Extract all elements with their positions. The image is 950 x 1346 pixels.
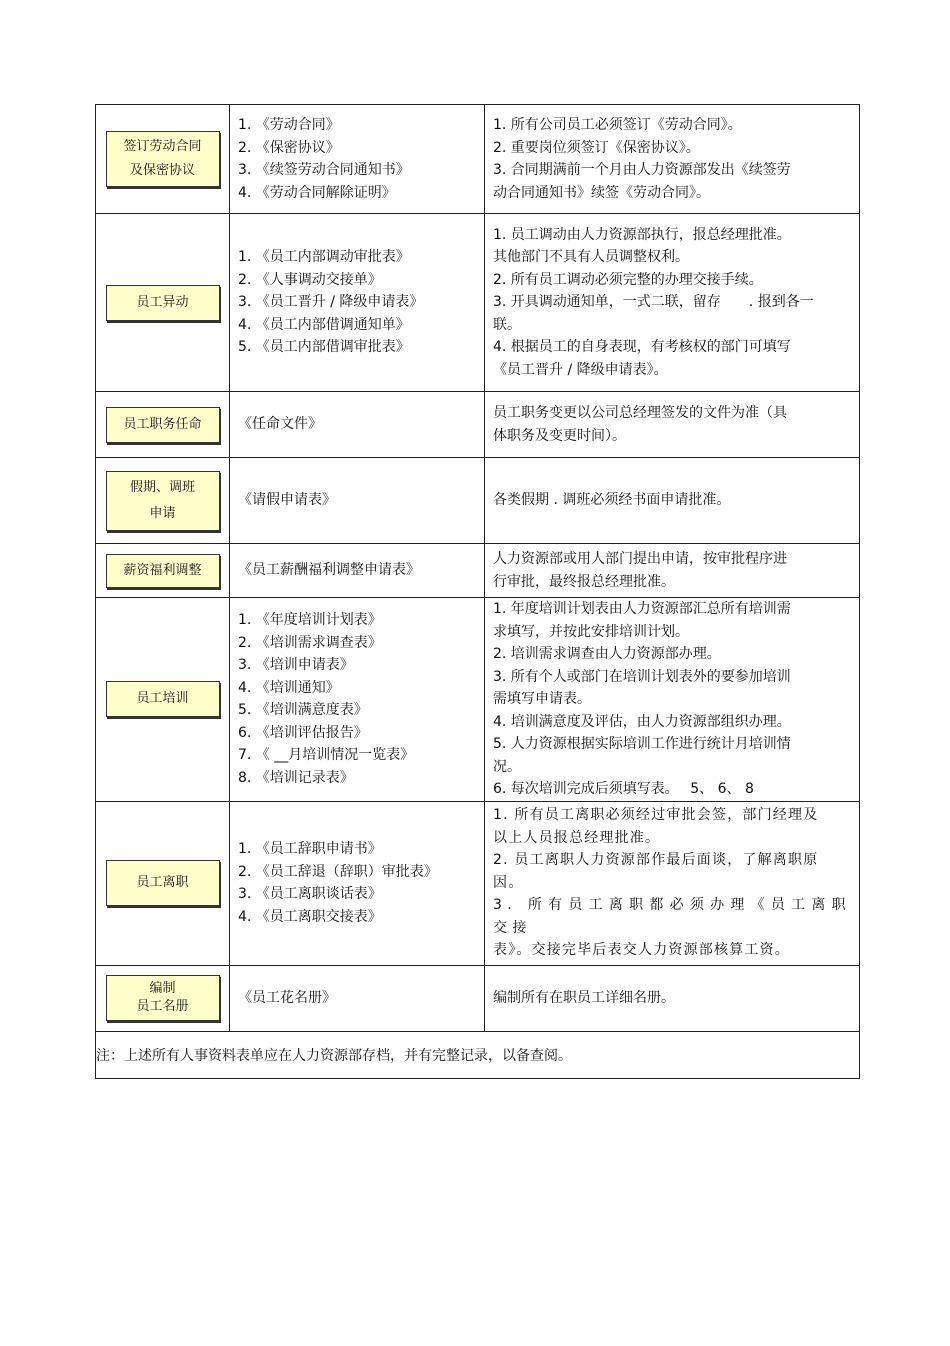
footer-row xyxy=(96,1031,860,1078)
forms-list xyxy=(230,987,484,1010)
category-label-line: 员工异动 xyxy=(136,294,189,310)
form-item: 4. 《员工离职交接表》 xyxy=(238,908,382,925)
form-item: 《请假申请表》 xyxy=(238,492,336,509)
note-line: 《员工晋升 / 降级申请表》。 xyxy=(493,361,668,378)
note-line: 1. 所有公司员工必须签订《劳动合同》。 xyxy=(493,117,742,133)
form-item: 3. 《培训申请表》 xyxy=(238,657,354,674)
category-label-line: 员工培训 xyxy=(136,691,189,707)
note-line: 3. 合同期满前一个月由人力资源部发出《续签劳 xyxy=(493,162,791,178)
forms-list xyxy=(230,413,484,436)
category-label-line: 及保密协议 xyxy=(129,163,195,178)
category-label xyxy=(106,471,220,531)
category-label xyxy=(106,860,220,906)
note-line: 行审批，最终报总经理批准。 xyxy=(493,573,675,590)
note-line: 3. 所有员工离职都必须办理《员工离职交接 xyxy=(493,897,851,936)
form-item: 2. 《培训需求调查表》 xyxy=(238,634,382,651)
forms-list xyxy=(230,838,484,928)
table-row xyxy=(96,458,860,544)
note-line: 5. 人力资源根据实际培训工作进行统计月培训情 xyxy=(493,736,791,752)
note-line: 况。 xyxy=(493,758,521,775)
note-line: 表》。交接完毕后表交人力资源部核算工资。 xyxy=(493,942,790,959)
form-item: 7. 《 __月培训情况一览表》 xyxy=(238,747,415,764)
forms-cell xyxy=(230,965,485,1031)
notes-cell xyxy=(485,214,860,392)
note-line: 2. 培训需求调查由人力资源部办理。 xyxy=(493,646,721,662)
table-row xyxy=(96,214,860,392)
form-item: 1. 《劳动合同》 xyxy=(238,117,340,133)
forms-list xyxy=(230,489,484,512)
form-item: 1. 《年度培训计划表》 xyxy=(238,612,382,629)
category-label-line: 签订劳动合同 xyxy=(123,139,202,154)
category-label xyxy=(106,975,220,1021)
category-label xyxy=(106,554,220,588)
note-line: 6. 每次培训完成后须填写表。 5、 6、 8 xyxy=(493,781,754,797)
note-line: 2. 重要岗位须签订《保密协议》。 xyxy=(493,139,700,156)
notes-list xyxy=(485,402,859,447)
category-cell xyxy=(96,392,230,458)
table-row xyxy=(96,544,860,598)
notes-list xyxy=(485,598,859,801)
category-label xyxy=(106,681,220,717)
forms-cell xyxy=(230,392,485,458)
forms-cell xyxy=(230,214,485,392)
notes-cell xyxy=(485,392,860,458)
note-line: 4. 根据员工的自身表现，有考核权的部门可填写 xyxy=(493,339,791,356)
category-cell xyxy=(96,801,230,965)
note-line: 体职务及变更时间）。 xyxy=(493,427,626,444)
form-item: 2. 《员工辞退（辞职）审批表》 xyxy=(238,863,438,880)
form-item: 1. 《员工辞职申请书》 xyxy=(238,841,382,857)
note-line: 编制所有在职员工详细名册。 xyxy=(493,989,675,1006)
forms-list xyxy=(230,559,484,582)
forms-cell xyxy=(230,458,485,544)
forms-list xyxy=(230,114,484,204)
forms-cell xyxy=(230,105,485,214)
forms-cell xyxy=(230,598,485,802)
note-line: 需填写申请表。 xyxy=(493,691,591,707)
category-label-line: 薪资福利调整 xyxy=(123,562,202,578)
form-item: 3. 《员工晋升 / 降级申请表》 xyxy=(238,294,424,311)
form-item: 2. 《人事调动交接单》 xyxy=(238,271,382,288)
footer-note: 注：上述所有人事资料表单应在人力资源部存档，并有完整记录，以备查阅。 xyxy=(96,1031,860,1078)
form-item: 4. 《员工内部借调通知单》 xyxy=(238,316,410,333)
category-cell xyxy=(96,598,230,802)
table-row xyxy=(96,965,860,1031)
form-item: 3. 《续签劳动合同通知书》 xyxy=(238,162,410,178)
note-line: 3. 开具调动通知单，一式二联，留存 . 报到各一 xyxy=(493,294,814,311)
form-item: 5. 《培训满意度表》 xyxy=(238,702,368,719)
form-item: 2. 《保密协议》 xyxy=(238,139,340,156)
note-line: 求填写，并按此安排培训计划。 xyxy=(493,623,689,640)
form-item: 《员工薪酬福利调整申请表》 xyxy=(238,562,420,579)
note-line: 因。 xyxy=(493,874,524,891)
form-item: 4. 《培训通知》 xyxy=(238,679,340,696)
notes-list xyxy=(485,548,859,593)
form-item: 8. 《培训记录表》 xyxy=(238,769,354,786)
form-item: 5. 《员工内部借调审批表》 xyxy=(238,339,410,356)
note-line: 人力资源部或用人部门提出申请，按审批程序进 xyxy=(493,551,787,567)
note-line: 其他部门不具有人员调整权利。 xyxy=(493,249,689,266)
category-label-line: 假期、调班 xyxy=(129,479,195,495)
category-label xyxy=(106,407,220,443)
notes-list xyxy=(485,114,859,204)
note-line: 各类假期 . 调班必须经书面申请批准。 xyxy=(493,492,731,509)
forms-list xyxy=(230,609,484,789)
note-line: 联。 xyxy=(493,316,521,333)
category-label-line: 员工离职 xyxy=(136,875,189,890)
form-item: 《员工花名册》 xyxy=(238,989,336,1006)
category-label-line: 员工职务任命 xyxy=(123,416,202,432)
table-row xyxy=(96,801,860,965)
note-line: 1. 年度培训计划表由人力资源部汇总所有培训需 xyxy=(493,601,791,617)
notes-list xyxy=(485,224,859,382)
notes-cell xyxy=(485,544,860,598)
notes-list xyxy=(485,987,859,1010)
category-label xyxy=(106,131,220,187)
category-cell xyxy=(96,458,230,544)
forms-cell xyxy=(230,544,485,598)
form-item: 3. 《员工离职谈话表》 xyxy=(238,886,382,902)
notes-cell xyxy=(485,105,860,214)
category-cell xyxy=(96,544,230,598)
category-cell xyxy=(96,965,230,1031)
notes-list xyxy=(485,804,859,962)
notes-cell xyxy=(485,598,860,802)
form-item: 1. 《员工内部调动审批表》 xyxy=(238,249,410,266)
note-line: 3. 所有个人或部门在培训计划表外的要参加培训 xyxy=(493,668,791,685)
category-label-line: 编制 xyxy=(149,981,176,996)
note-line: 以上人员报总经理批准。 xyxy=(493,829,661,846)
form-item: 4. 《劳动合同解除证明》 xyxy=(238,184,396,201)
category-label-line: 员工名册 xyxy=(136,999,189,1014)
category-cell xyxy=(96,214,230,392)
note-line: 1. 员工调动由人力资源部执行，报总经理批准。 xyxy=(493,226,791,243)
category-label xyxy=(106,285,220,321)
notes-cell xyxy=(485,801,860,965)
forms-list xyxy=(230,246,484,359)
table-row xyxy=(96,105,860,214)
table-row xyxy=(96,598,860,802)
category-cell xyxy=(96,105,230,214)
notes-cell xyxy=(485,965,860,1031)
form-item: 6. 《培训评估报告》 xyxy=(238,724,368,741)
notes-cell xyxy=(485,458,860,544)
note-line: 1. 所有员工离职必须经过审批会签，部门经理及 xyxy=(493,807,819,824)
form-item: 《任命文件》 xyxy=(238,416,322,433)
table-row xyxy=(96,392,860,458)
hr-procedure-table xyxy=(95,104,860,1079)
note-line: 4. 培训满意度及评估，由人力资源部组织办理。 xyxy=(493,713,791,730)
note-line: 2. 员工离职人力资源部作最后面谈，了解离职原 xyxy=(493,852,819,869)
category-label-line: 申请 xyxy=(149,505,176,521)
notes-list xyxy=(485,489,859,512)
note-line: 员工职务变更以公司总经理签发的文件为准（具 xyxy=(493,405,787,421)
forms-cell xyxy=(230,801,485,965)
note-line: 2. 所有员工调动必须完整的办理交接手续。 xyxy=(493,271,763,288)
note-line: 动合同通知书》续签《劳动合同》。 xyxy=(493,184,710,201)
